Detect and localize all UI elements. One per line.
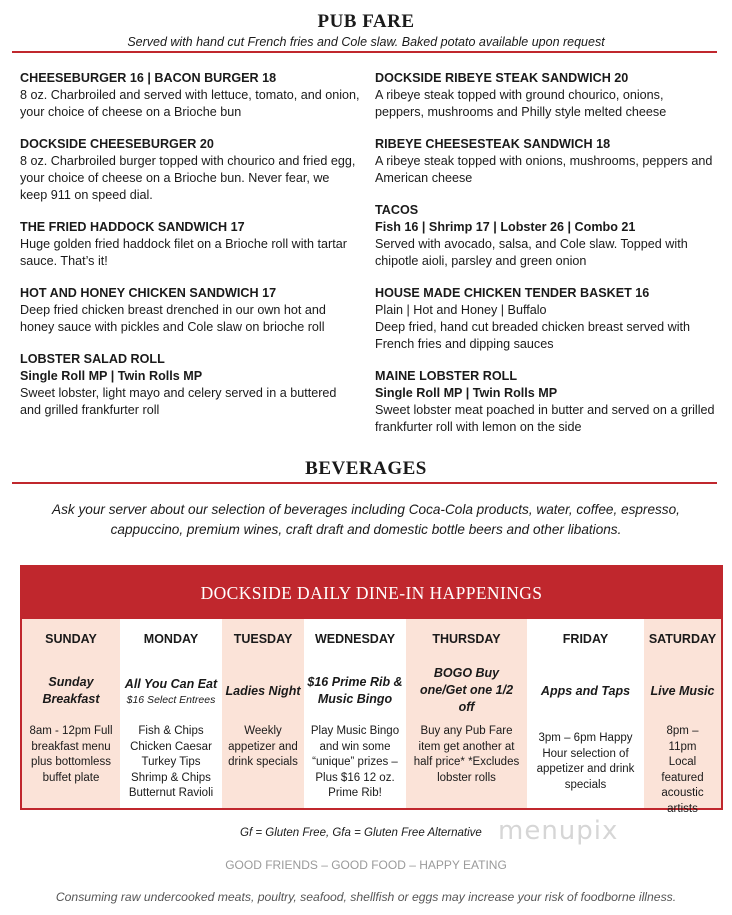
menu-item [20, 70, 360, 121]
day-column-sunday [22, 619, 120, 808]
foodborne-warning: Consuming raw undercooked meats, poultry, seafood, shellfish or eggs may increase your risk of foodborne illness. [55, 890, 677, 904]
day-event-label: BOGO Buy one/Get one 1/2 off [419, 665, 514, 714]
day-desc: 8pm – 11pm Local featured acoustic artists [661, 725, 704, 815]
menu-item-desc: Sweet lobster meat poached in butter and served on a grilled frankfurter roll with lemon on the side [375, 403, 715, 434]
happenings-box [20, 565, 723, 815]
menu-item-desc: 8 oz. Charbroiled and served with lettuce, tomato, and onion, your choice of cheese on a Brioche bun [20, 88, 360, 119]
divider [12, 482, 717, 484]
beverages-title: BEVERAGES [305, 458, 427, 479]
menu-item-desc: A ribeye steak topped with onions, mushrooms, peppers and American cheese [375, 154, 713, 185]
menu-item [20, 136, 360, 204]
menu-item-name: DOCKSIDE RIBEYE STEAK SANDWICH 20 [375, 71, 629, 85]
day-column-tuesday [222, 619, 304, 808]
menu-item-options: Plain | Hot and Honey | Buffalo [375, 303, 547, 317]
menu-item-name: HOT AND HONEY CHICKEN SANDWICH 17 [20, 286, 277, 300]
menu-item-desc: Deep fried chicken breast drenched in our own hot and honey sauce with pickles and Cole slaw on brioche roll [20, 303, 326, 334]
day-column-friday [527, 619, 644, 808]
menupix-logo: menupix [498, 816, 619, 846]
menu-item-prices: Single Roll MP | Twin Rolls MP [375, 386, 558, 400]
day-name: FRIDAY [562, 632, 609, 646]
menu-item-name: DOCKSIDE CHEESEBURGER 20 [20, 137, 214, 151]
menu-item-name: TACOS [375, 203, 419, 217]
day-event [406, 659, 527, 721]
day-event [304, 665, 406, 717]
gluten-free-note: Gf = Gluten Free, Gfa = Gluten Free Alternative [240, 827, 482, 839]
menu-item-name: CHEESEBURGER 16 | BACON BURGER 18 [20, 71, 277, 85]
pub-fare-title: PUB FARE [317, 11, 415, 32]
menu-column-left [20, 70, 360, 434]
day-column-thursday [406, 619, 527, 808]
happenings-grid [22, 619, 721, 815]
menu-item-desc: Deep fried, hand cut breaded chicken breast served with French fries and dipping sauces [375, 320, 691, 351]
day-name: SUNDAY [45, 632, 97, 646]
happenings-title: DOCKSIDE DAILY DINE-IN HAPPENINGS [200, 583, 543, 603]
menu-item-prices: Fish 16 | Shrimp 17 | Lobster 26 | Combo 21 [375, 220, 636, 234]
menu-item-desc: Huge golden fried haddock filet on a Brioche roll with tartar sauce. That’s it! [20, 237, 347, 268]
menu-item [375, 70, 715, 121]
day-event [120, 665, 222, 717]
day-event-label: All You Can Eat [124, 676, 218, 691]
day-event [644, 665, 721, 717]
day-name: SATURDAY [648, 632, 717, 646]
menu-column-right [375, 70, 715, 451]
menu-item [20, 351, 360, 419]
day-event [222, 665, 304, 717]
day-desc: Weekly appetizer and drink specials [228, 725, 298, 768]
menu-item-desc: Sweet lobster, light mayo and celery served in a buttered and grilled frankfurter roll [20, 386, 337, 417]
menu-item-name: RIBEYE CHEESESTEAK SANDWICH 18 [375, 137, 611, 151]
day-name: TUESDAY [233, 632, 293, 646]
day-event-label: Ladies Night [225, 683, 301, 698]
pub-fare-subtitle: Served with hand cut French fries and Cole slaw. Baked potato available upon request [127, 35, 605, 49]
day-desc: 3pm – 6pm Happy Hour selection of appetizer and drink specials [536, 732, 635, 791]
menu-item [375, 202, 715, 270]
menu-item [375, 285, 715, 353]
menu-item [20, 285, 360, 336]
day-event-note: $16 Select Entrees [126, 693, 216, 706]
day-event [527, 665, 644, 717]
menu-item [375, 136, 715, 187]
day-desc: 8am - 12pm Full breakfast menu plus bottomless buffet plate [29, 725, 113, 784]
menu-item-desc: Served with avocado, salsa, and Cole slaw. Topped with chipotle aioli, parsley and green onion [375, 237, 688, 268]
day-name: WEDNESDAY [314, 632, 396, 646]
day-event [22, 665, 120, 717]
day-desc: Play Music Bingo and win some “unique” prizes – Plus $16 12 oz. Prime Rib! [310, 725, 400, 799]
day-column-monday [120, 619, 222, 808]
menu-item-desc: A ribeye steak topped with ground chourico, onions, peppers, mushrooms and Philly style melted cheese [375, 88, 667, 119]
beverages-text: Ask your server about our selection of beverages including Coca-Cola products, water, coffee, espresso, cappuccino, premium wines, craft draft and domestic bottle beers and other libations. [52, 502, 680, 537]
day-column-saturday [644, 619, 721, 815]
day-name: MONDAY [143, 632, 199, 646]
day-column-wednesday [304, 619, 406, 808]
day-event-label: $16 Prime Rib & Music Bingo [307, 675, 403, 706]
day-event-label: Apps and Taps [540, 683, 631, 698]
tagline: GOOD FRIENDS – GOOD FOOD – HAPPY EATING [225, 858, 507, 872]
day-desc: Buy any Pub Fare item get another at half price* *Excludes lobster rolls [413, 725, 520, 784]
menu-item [375, 368, 715, 436]
menu-item-prices: Single Roll MP | Twin Rolls MP [20, 369, 203, 383]
menu-item-desc: 8 oz. Charbroiled burger topped with chourico and fried egg, your choice of cheese on a Brioche bun. Never fear, we keep 911 on speed dial. [20, 154, 356, 202]
day-event-label: Live Music [650, 683, 715, 698]
day-name: THURSDAY [432, 632, 501, 646]
menu-item-name: LOBSTER SALAD ROLL [20, 352, 165, 366]
menu-item [20, 219, 360, 270]
menu-item-name: HOUSE MADE CHICKEN TENDER BASKET 16 [375, 286, 650, 300]
day-desc: Fish & Chips Chicken Caesar Turkey Tips Shrimp & Chips Butternut Ravioli [128, 725, 214, 799]
menu-item-name: MAINE LOBSTER ROLL [375, 369, 518, 383]
menu-item-name: THE FRIED HADDOCK SANDWICH 17 [20, 220, 245, 234]
divider [12, 51, 717, 53]
day-event-label: Sunday Breakfast [42, 675, 100, 706]
